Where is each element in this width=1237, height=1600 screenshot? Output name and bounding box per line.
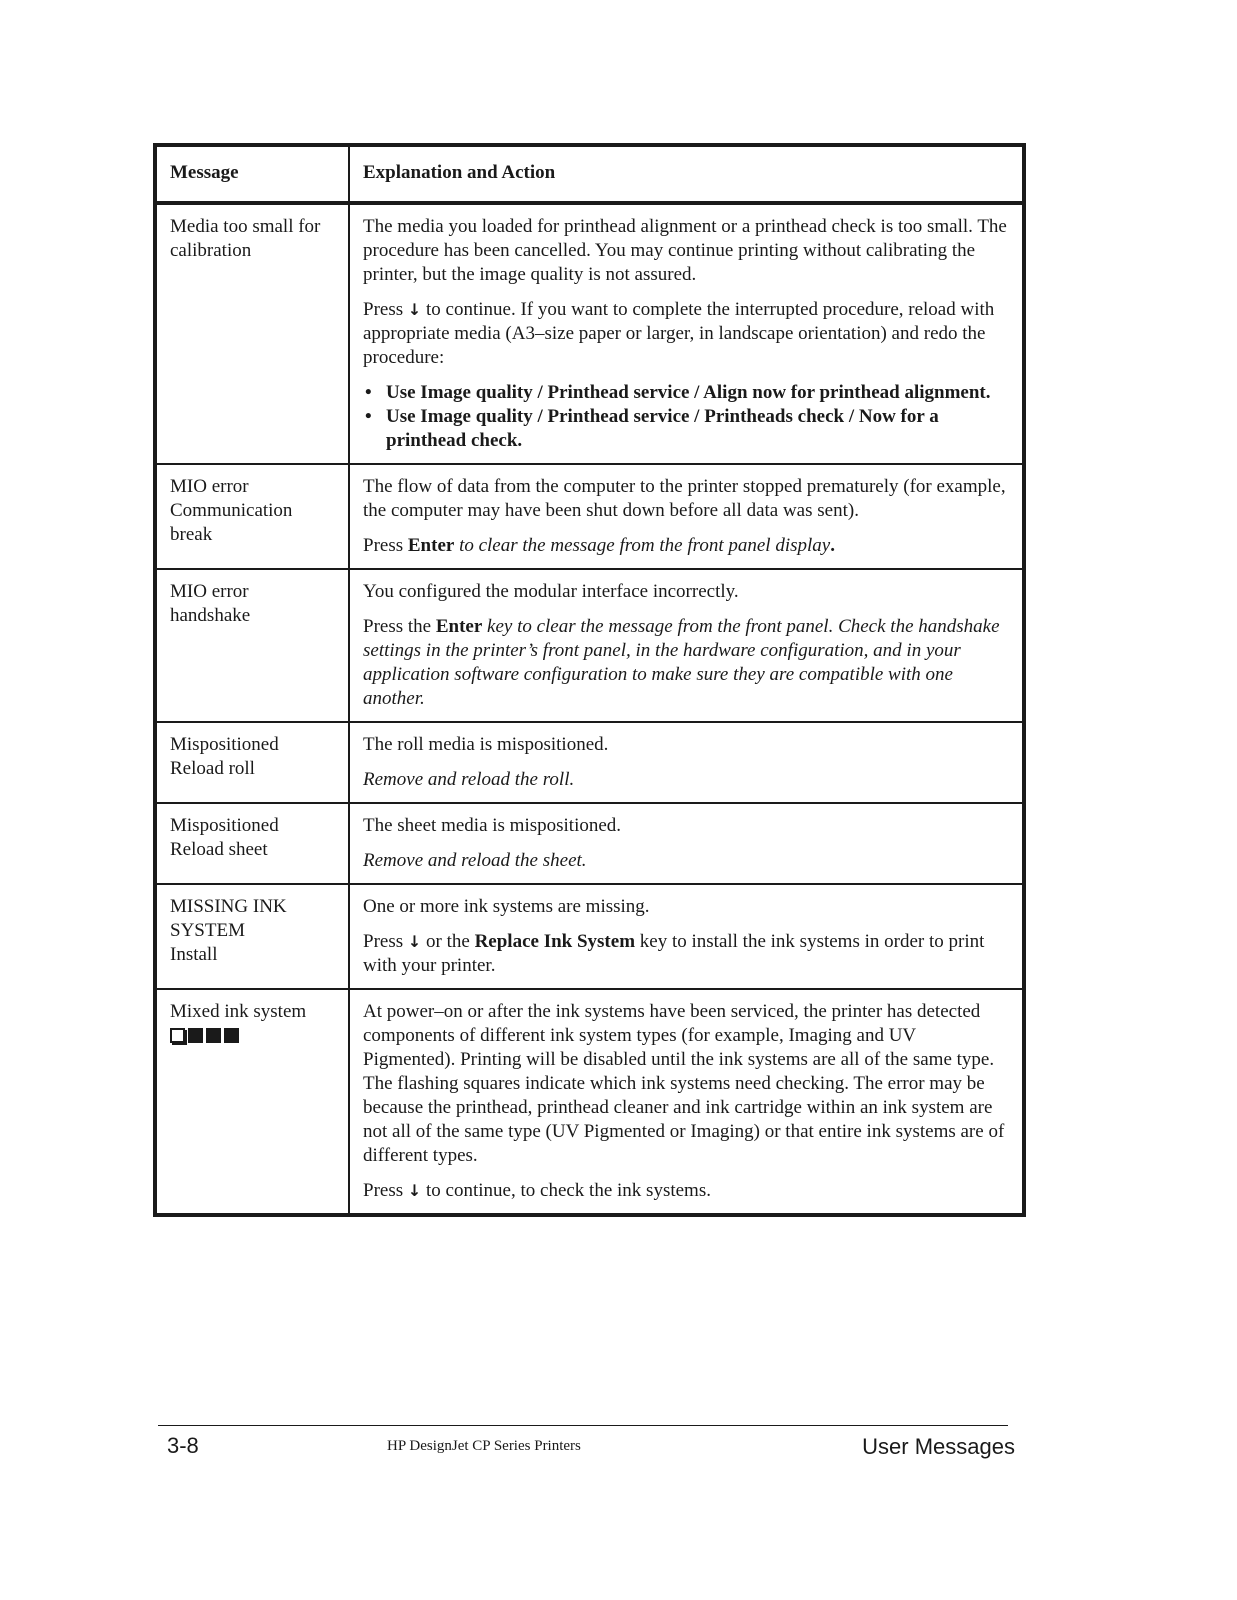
table-row [155, 803, 1024, 884]
action-text-part: to continue, to check the ink systems. [421, 1180, 711, 1201]
header-message: Message [155, 145, 349, 203]
message-text: Reload roll [170, 758, 255, 779]
procedure-list-item: • Use Image quality / Printhead service / Printheads check / Now for a printhead check. [386, 405, 1010, 453]
action-text-part: Press [363, 299, 408, 320]
explanation-cell [349, 464, 1024, 569]
key-name: Enter [407, 535, 455, 556]
message-text: handshake [170, 605, 251, 626]
message-cell [155, 803, 349, 884]
message-text: Mispositioned [170, 734, 279, 755]
action-text [363, 930, 1010, 978]
message-text: Media too small for [170, 216, 321, 237]
explanation-text: The media you loaded for printhead alignment or a printhead check is too small. The procedure has been cancelled. You may continue printing without calibrating the printer, but the image quality is not assured. [363, 216, 1007, 285]
ink-square-filled-icon [206, 1028, 221, 1043]
message-text: MIO error [170, 581, 249, 602]
key-name: Replace Ink System [474, 931, 636, 952]
explanation-cell [349, 884, 1024, 989]
explanation-cell [349, 989, 1024, 1215]
action-text-part: Press [363, 931, 408, 952]
ink-square-open-icon [170, 1028, 185, 1043]
message-text: MISSING INK [170, 896, 287, 917]
action-text [363, 534, 1010, 558]
explanation-cell [349, 722, 1024, 803]
table-row [155, 722, 1024, 803]
explanation-text: The flow of data from the computer to the printer stopped prematurely (for example, the computer may have been shut down before all data was sent). [363, 476, 1006, 521]
table-row [155, 569, 1024, 722]
message-cell [155, 203, 349, 464]
ink-square-filled-icon [188, 1028, 203, 1043]
table-row [155, 989, 1024, 1215]
action-text-part: Press [363, 1180, 408, 1201]
message-text: Communication [170, 500, 293, 521]
header-explanation: Explanation and Action [363, 162, 556, 183]
product-name: HP DesignJet CP Series Printers [387, 1438, 581, 1454]
message-cell [155, 884, 349, 989]
procedure-list-item: • Use Image quality / Printhead service / Align now for printhead alignment. [386, 381, 1010, 405]
explanation-cell [349, 569, 1024, 722]
action-text: Remove and reload the roll. [363, 769, 575, 790]
action-text [363, 298, 1010, 370]
message-cell [155, 722, 349, 803]
key-name: Enter [435, 616, 483, 637]
table-row [155, 203, 1024, 464]
page-number: 3-8 [167, 1433, 199, 1458]
section-title: User Messages [862, 1434, 1015, 1459]
action-text-part: or the [421, 931, 475, 952]
action-text-part: Press [363, 535, 408, 556]
procedure-list [363, 381, 1010, 453]
message-text: SYSTEM [170, 920, 245, 941]
message-cell [155, 989, 349, 1215]
explanation-text: The sheet media is mispositioned. [363, 815, 622, 836]
message-text: Mixed ink system [170, 1001, 307, 1022]
down-arrow-icon: ↓ [407, 932, 422, 951]
table-header-row [155, 145, 1024, 203]
ink-system-indicator [170, 1028, 336, 1043]
table-row [155, 884, 1024, 989]
action-text-part: key to install the ink systems in order to print with your printer. [363, 931, 985, 976]
explanation-text: At power–on or after the ink systems have been serviced, the printer has detected components of different ink system types (for example, Imaging and UV Pigmented). Printing will be disabled until the ink systems are all of the same type. The flashing squares indicate which ink systems need checking. The error may be because the printhead, printhead cleaner and ink cartridge within an ink system are not all of the same type (UV Pigmented or Imaging) or that entire ink systems are of different types. [363, 1001, 1005, 1166]
action-text-part: key to clear the message from the front panel. Check the handshake settings in the printer’s front panel, in the hardware configuration, and in your application software configuration to make sure they are compatible with one another. [363, 616, 1000, 709]
action-text: Remove and reload the sheet. [363, 850, 587, 871]
down-arrow-icon: ↓ [407, 300, 422, 319]
message-text: Mispositioned [170, 815, 279, 836]
action-text [363, 1179, 1010, 1203]
explanation-text: One or more ink systems are missing. [363, 896, 650, 917]
table-row [155, 464, 1024, 569]
action-text-part: Press the [363, 616, 436, 637]
message-text: MIO error [170, 476, 249, 497]
explanation-text: The roll media is mispositioned. [363, 734, 609, 755]
action-text-part: to continue. If you want to complete the interrupted procedure, reload with appropriate media (A3–size paper or larger, in landscape orientation) and redo the procedure: [363, 299, 995, 368]
message-text: Reload sheet [170, 839, 268, 860]
message-cell [155, 569, 349, 722]
down-arrow-icon: ↓ [407, 1181, 422, 1200]
user-messages-table [153, 143, 1026, 1217]
explanation-text: You configured the modular interface incorrectly. [363, 581, 739, 602]
action-text-part: . [830, 535, 835, 556]
action-text [363, 615, 1010, 711]
explanation-cell [349, 803, 1024, 884]
message-text: calibration [170, 240, 252, 261]
message-cell [155, 464, 349, 569]
action-text-part: to clear the message from the front panel display [454, 535, 831, 556]
message-text: break [170, 524, 213, 545]
explanation-cell [349, 203, 1024, 464]
ink-square-filled-icon [224, 1028, 239, 1043]
message-text: Install [170, 944, 218, 965]
footer-divider [158, 1425, 1008, 1426]
